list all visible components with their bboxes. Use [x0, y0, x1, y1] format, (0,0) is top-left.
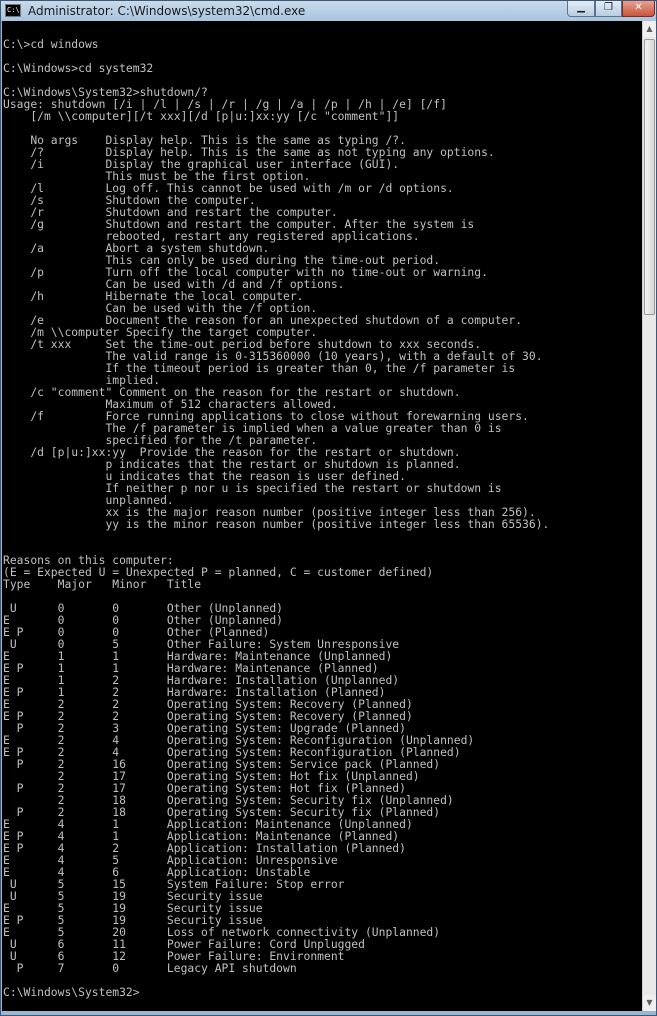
console-line: E P 5 19 Security issue [3, 913, 263, 927]
console-line: E P 2 2 Operating System: Recovery (Planned) [3, 709, 413, 723]
console-line: /g Shutdown and restart the computer. After the system is [3, 217, 475, 231]
console-line: Can be used with /d and /f options. [3, 277, 345, 291]
console-line: No args Display help. This is the same as typing /?. [3, 133, 406, 147]
scroll-thumb[interactable] [644, 39, 655, 315]
console-line: /s Shutdown the computer. [3, 193, 256, 207]
title-bar[interactable] [1, 1, 656, 21]
console-line: E P 0 0 Other (Planned) [3, 625, 270, 639]
console-line: E 2 2 Operating System: Recovery (Planned) [3, 697, 413, 711]
console-line: P 2 3 Operating System: Upgrade (Planned) [3, 721, 406, 735]
console-line: E 5 20 Loss of network connectivity (Unplanned) [3, 925, 441, 939]
console-line: P 7 0 Legacy API shutdown [3, 961, 297, 975]
minimize-icon: ▁ [577, 2, 585, 13]
console-line: unplanned. [3, 493, 174, 507]
console-line: E 4 6 Application: Unstable [3, 865, 311, 879]
console-line: xx is the major reason number (positive integer less than 256). [3, 505, 536, 519]
console-line: E P 2 4 Operating System: Reconfiguration (Planned) [3, 745, 461, 759]
vertical-scrollbar[interactable] [642, 21, 656, 1011]
console-line: E 5 19 Security issue [3, 901, 263, 915]
console-line: /e Document the reason for an unexpected shutdown of a computer. [3, 313, 523, 327]
console-line: E 0 0 Other (Unplanned) [3, 613, 284, 627]
console-line: If the timeout period is greater than 0, the /f parameter is [3, 361, 516, 375]
console-line: U 0 5 Other Failure: System Unresponsive [3, 637, 400, 651]
console-text [2, 21, 642, 998]
console-line: Usage: shutdown [/i | /l | /s | /r | /g | /a | /p | /h | /e] [/f] [3, 97, 447, 111]
console-line: 2 18 Operating System: Security fix (Unplanned) [3, 793, 454, 807]
console-line: [/m \\computer][/t xxx][/d [p|u:]xx:yy [/c "comment"]] [3, 109, 400, 123]
window-title: Administrator: C:\Windows\system32\cmd.exe [28, 4, 306, 18]
console-line: This must be the first option. [3, 169, 311, 183]
console-line: E P 1 2 Hardware: Installation (Planned) [3, 685, 386, 699]
console-line: P 2 16 Operating System: Service pack (Planned) [3, 757, 441, 771]
console-line: Maximum of 512 characters allowed. [3, 397, 338, 411]
minimize-button[interactable] [567, 1, 595, 17]
console-line: C:\Windows>cd system32 [3, 61, 154, 75]
console-line: U 5 15 System Failure: Stop error [3, 877, 345, 891]
console-line: yy is the minor reason number (positive integer less than 65536). [3, 517, 550, 531]
console-line: The /f parameter is implied when a value greater than 0 is [3, 421, 502, 435]
close-icon: ✕ [634, 2, 643, 13]
scroll-down-button[interactable] [643, 995, 656, 1011]
console-line: /d [p|u:]xx:yy Provide the reason for the restart or shutdown. [3, 445, 461, 459]
console-line: E 2 4 Operating System: Reconfiguration (Unplanned) [3, 733, 475, 747]
console-line: P 2 17 Operating System: Hot fix (Planned) [3, 781, 406, 795]
console-line: E 1 1 Hardware: Maintenance (Unplanned) [3, 649, 393, 663]
console-line: /p Turn off the local computer with no time-out or warning. [3, 265, 488, 279]
console-line: /i Display the graphical user interface (GUI). [3, 157, 400, 171]
console-output[interactable] [2, 21, 642, 1011]
scroll-up-arrow-icon: ▲ [646, 24, 653, 33]
console-line: /l Log off. This cannot be used with /m or /d options. [3, 181, 454, 195]
console-line: /h Hibernate the local computer. [3, 289, 304, 303]
console-line: 2 17 Operating System: Hot fix (Unplanned) [3, 769, 420, 783]
console-line: E 1 2 Hardware: Installation (Unplanned) [3, 673, 400, 687]
console-line: u indicates that the reason is user defined. [3, 469, 406, 483]
console-line: /a Abort a system shutdown. [3, 241, 270, 255]
console-line: p indicates that the restart or shutdown is planned. [3, 457, 461, 471]
console-line: U 0 0 Other (Unplanned) [3, 601, 284, 615]
maximize-button[interactable] [595, 1, 622, 17]
scroll-down-arrow-icon: ▼ [646, 998, 653, 1007]
console-line: /c "comment" Comment on the reason for the restart or shutdown. [3, 385, 461, 399]
console-line: U 5 19 Security issue [3, 889, 263, 903]
console-line: /? Display help. This is the same as not typing any options. [3, 145, 495, 159]
console-line: E P 4 2 Application: Installation (Planned) [3, 841, 406, 855]
console-line: E P 4 1 Application: Maintenance (Planned) [3, 829, 400, 843]
console-line: implied. [3, 373, 161, 387]
console-line: /r Shutdown and restart the computer. [3, 205, 338, 219]
console-line: (E = Expected U = Unexpected P = planned, C = customer defined) [3, 565, 434, 579]
close-button[interactable] [622, 1, 655, 17]
console-line: E 4 1 Application: Maintenance (Unplanned) [3, 817, 413, 831]
cmd-icon: C:\ [5, 4, 21, 17]
scroll-up-button[interactable] [643, 21, 656, 37]
console-line: rebooted, restart any registered applications. [3, 229, 420, 243]
console-line: This can only be used during the time-out period. [3, 253, 441, 267]
console-line: C:\Windows\System32>shutdown/? [3, 85, 208, 99]
console-line: E 4 5 Application: Unresponsive [3, 853, 338, 867]
console-line: P 2 18 Operating System: Security fix (Planned) [3, 805, 441, 819]
console-line: U 6 11 Power Failure: Cord Unplugged [3, 937, 365, 951]
console-line: specified for the /t parameter. [3, 433, 318, 447]
console-line: /t xxx Set the time-out period before shutdown to xxx seconds. [3, 337, 482, 351]
console-line: Type Major Minor Title [3, 577, 202, 591]
console-line: E P 1 1 Hardware: Maintenance (Planned) [3, 661, 379, 675]
console-line: /m \\computer Specify the target computer. [3, 325, 318, 339]
console-line: /f Force running applications to close without forewarning users. [3, 409, 529, 423]
maximize-icon: ❐ [604, 2, 613, 13]
console-line: If neither p nor u is specified the restart or shutdown is [3, 481, 502, 495]
console-line: U 6 12 Power Failure: Environment [3, 949, 345, 963]
console-line: C:\>cd windows [3, 37, 99, 51]
console-line: The valid range is 0-315360000 (10 years), with a default of 30. [3, 349, 543, 363]
console-line: C:\Windows\System32> [3, 985, 140, 999]
console-line: Can be used with the /f option. [3, 301, 318, 315]
console-line: Reasons on this computer: [3, 553, 174, 567]
